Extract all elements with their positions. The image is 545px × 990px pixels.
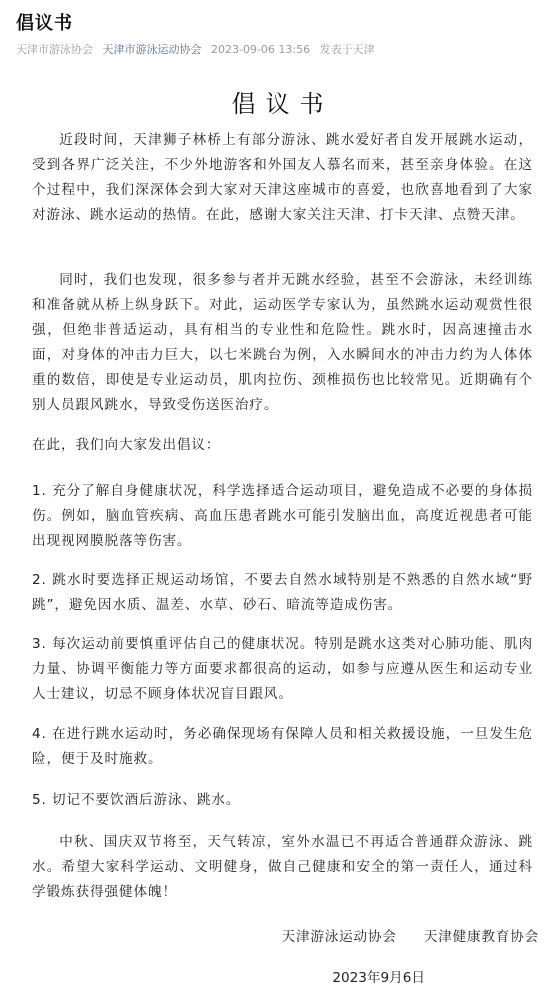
publish-time: 2023-09-06 13:56 [211,43,311,56]
signatory: 天津游泳运动协会 [281,929,397,945]
article-meta [16,41,375,57]
signatory: 天津健康教育协会 [423,929,539,945]
paragraph: 近段时间，天津狮子林桥上有部分游泳、跳水爱好者自发开展跳水运动，受到各界广泛关注，不少外地游客和外国友人慕名而来，甚至亲身体验。在这个过程中，我们深深体会到大家对天津这座城市的喜爱，也欣喜地看到了大家对游泳、跳水运动的热情。在此，感谢大家关注天津、打卡天津、点赞天津。 [32,132,533,223]
document-title: 倡议书 [231,90,334,118]
article-header-title: 倡议书 [16,13,73,34]
document-date: 2023年9月6日 [332,970,425,986]
list-item: 1. 充分了解自身健康状况，科学选择适合运动项目，避免造成不必要的身体损伤。例如，脑血管疾病、高血压患者跳水可能引发脑出血，高度近视患者可能出现视网膜脱落等伤害。 [32,483,533,549]
publish-location: 发表于天津 [319,43,375,56]
paragraph: 在此，我们向大家发出倡议： [32,437,221,453]
list-item: 3. 每次运动前要慎重评估自己的健康状况。特别是跳水这类对心肺功能、肌肉力量、协调平衡能力等方面要求都很高的运动，如参与应遵从医生和运动专业人士建议，切忌不顾身体状况盲目跟风。 [32,636,533,702]
paragraph: 同时，我们也发现，很多参与者并无跳水经验，甚至不会游泳，未经训练和准备就从桥上纵身跃下。对此，运动医学专家认为，虽然跳水运动观赏性很强，但绝非普适运动，具有相当的专业性和危险性。跳水时，因高速撞击水面，对身体的冲击力巨大，以七米跳台为例，入水瞬间水的冲击力约为人体体重的数倍，即使是专业运动员，肌肉拉伤、颈椎损伤也比较常见。近期确有个别人员跟风跳水，导致受伤送医治疗。 [32,272,533,413]
list-item: 5. 切记不要饮酒后游泳、跳水。 [32,792,241,808]
account-name: 天津市游泳协会 [16,43,93,56]
signatories [282,925,539,945]
list-item: 4. 在进行跳水运动时，务必确保现场有保障人员和相关救援设施，一旦发生危险，便于及时施救。 [32,726,533,767]
paragraph: 中秋、国庆双节将至，天气转凉，室外水温已不再适合普通群众游泳、跳水。希望大家科学运动、文明健身，做自己健康和安全的第一责任人，通过科学锻炼获得强健体魄！ [32,834,533,900]
list-item: 2. 跳水时要选择正规运动场馆，不要去自然水域特别是不熟悉的自然水域“野跳”，避免因水质、温差、水草、砂石、暗流等造成伤害。 [32,572,533,613]
author-link[interactable]: 天津市游泳运动协会 [102,43,202,56]
